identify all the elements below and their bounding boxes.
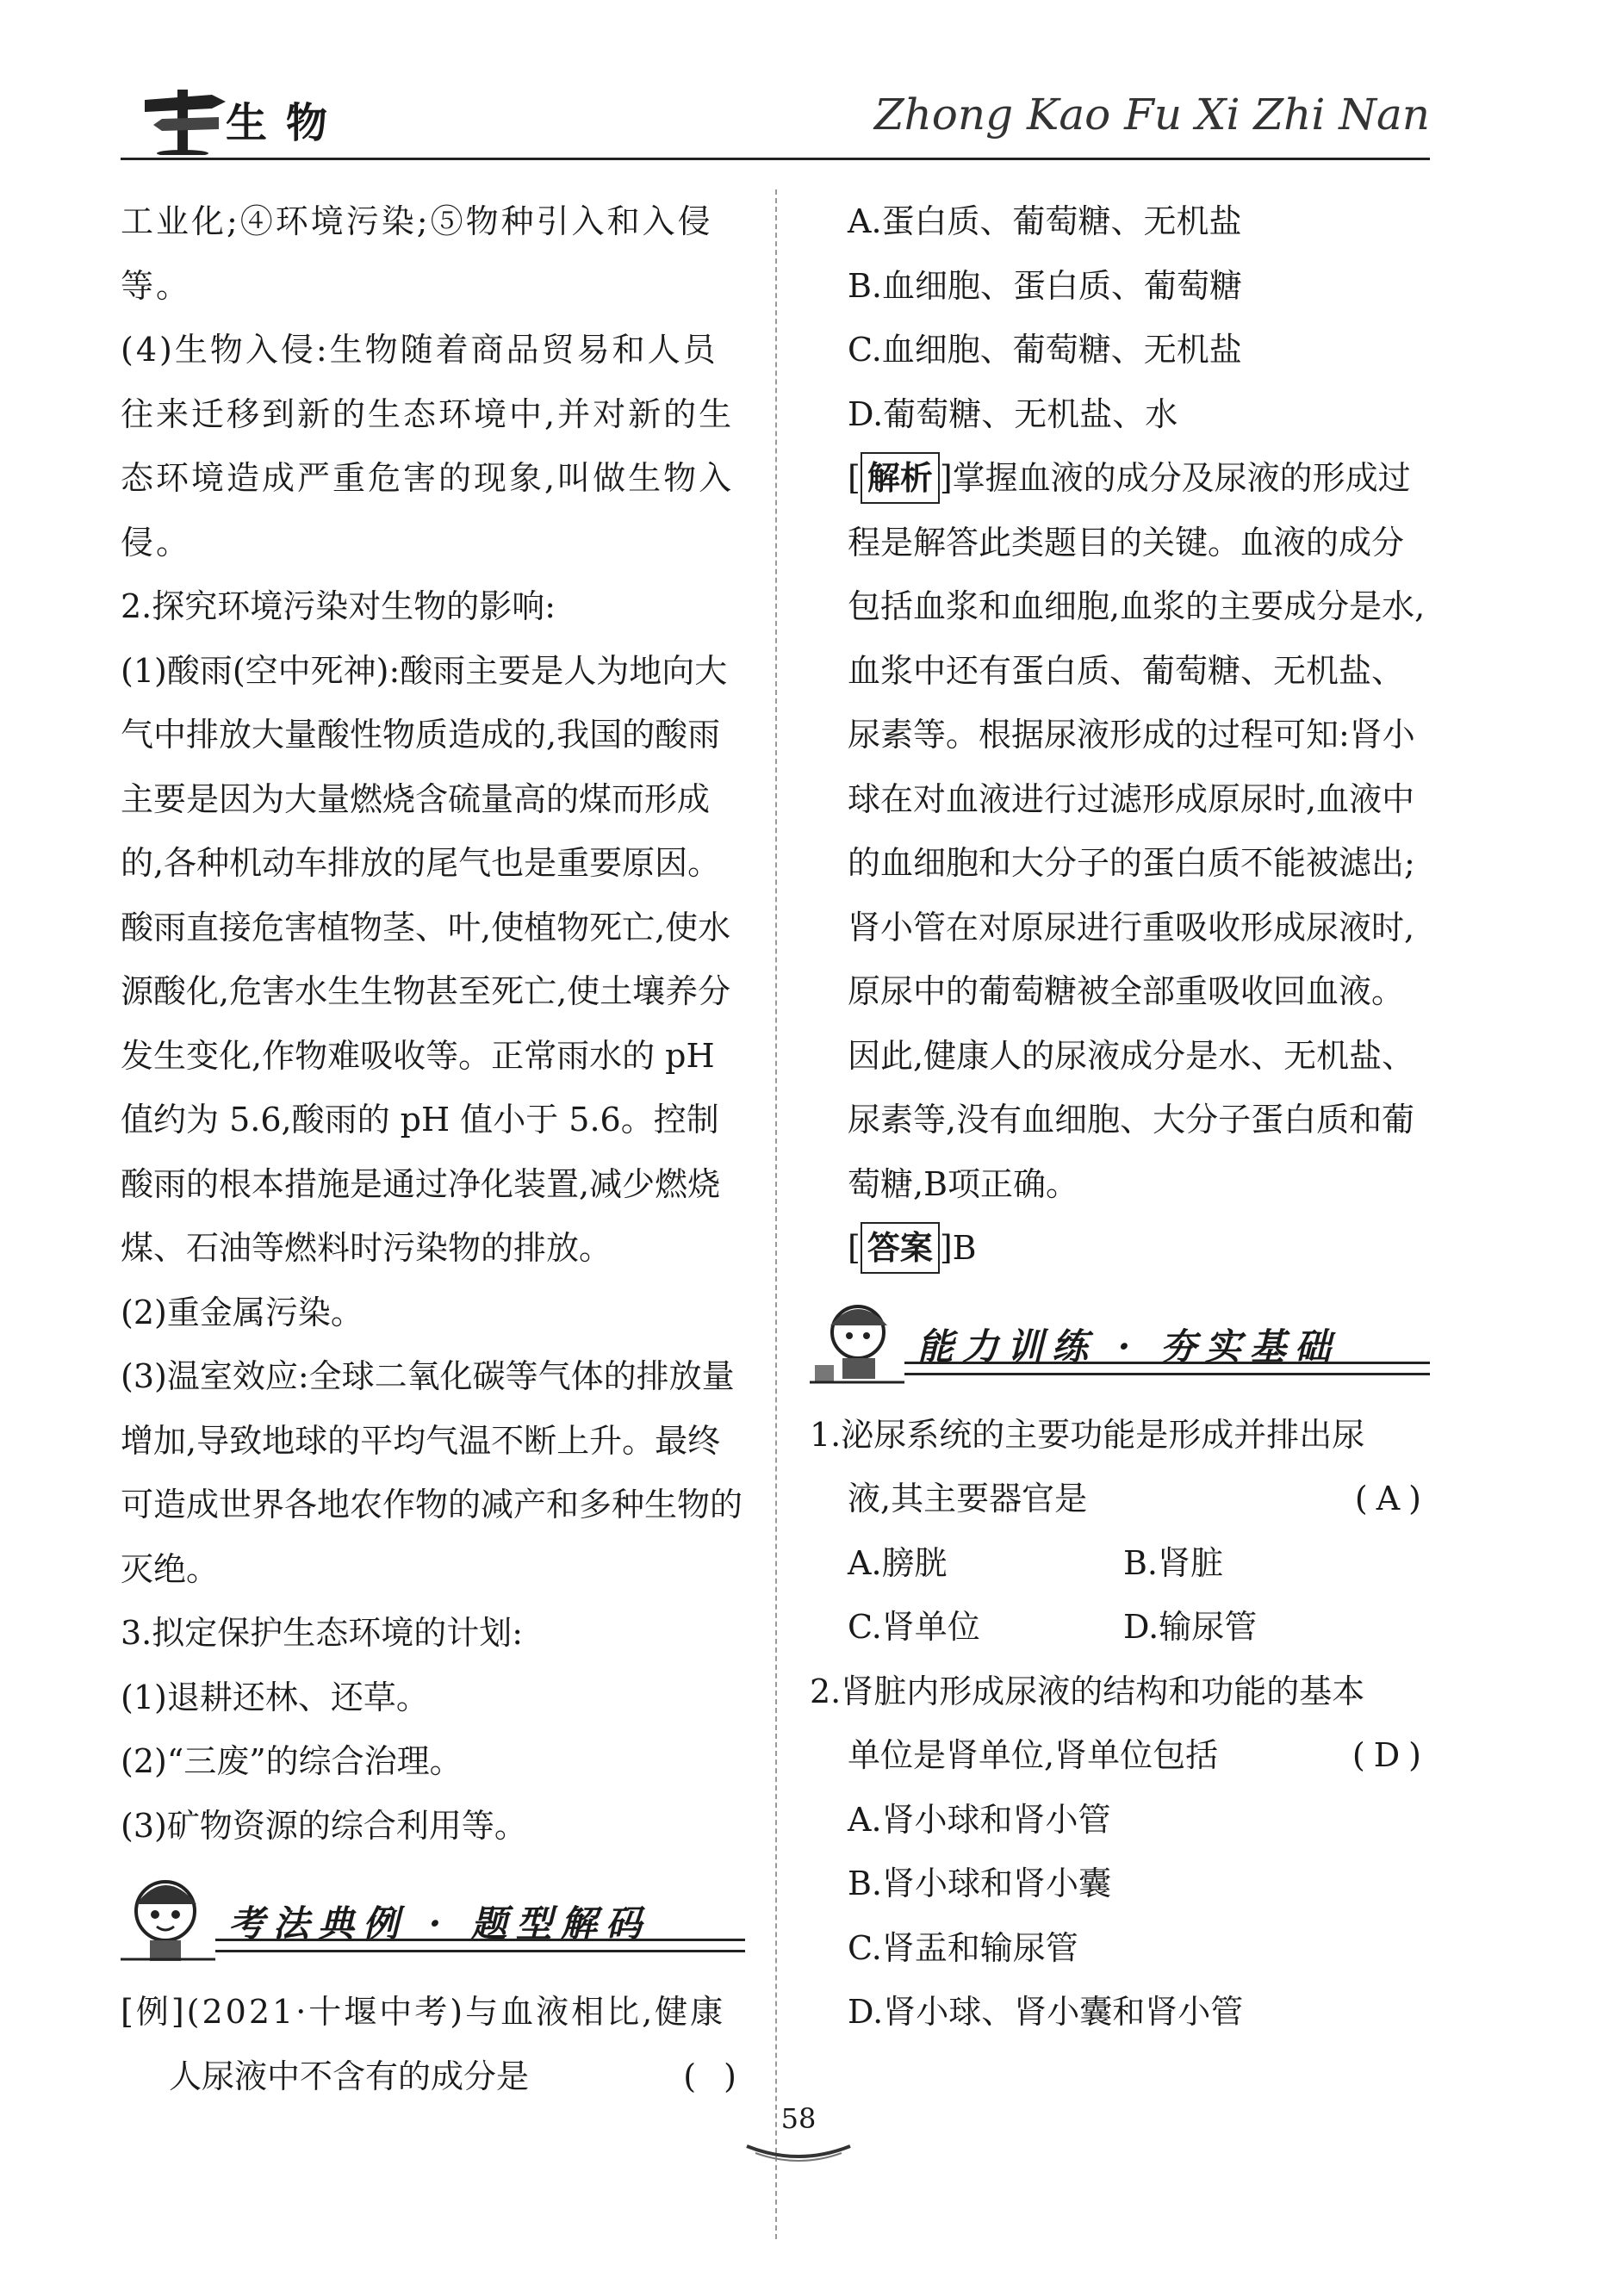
- question-1-options-row-1: [810, 1531, 1430, 1596]
- option-c: C.血细胞、葡萄糖、无机盐: [848, 331, 1242, 369]
- left-column: [121, 189, 745, 2108]
- answer-blank: ( ): [683, 2057, 745, 2095]
- option-d: D.葡萄糖、无机盐、水: [848, 394, 1178, 433]
- banner-title: 能力训练 · 夯实基础: [917, 1325, 1339, 1368]
- option-c: C.肾单位: [848, 1608, 980, 1646]
- example-line-2: [121, 2045, 745, 2109]
- example-text: 人尿液中不含有的成分是: [169, 2057, 530, 2095]
- text-line: 3.拟定保护生态环境的计划:: [121, 1614, 524, 1652]
- option-c: C.肾盂和输尿管: [848, 1928, 1078, 1967]
- stem-text: 2.肾脏内形成尿液的结构和功能的基本: [810, 1672, 1365, 1710]
- page-header: [121, 78, 1430, 160]
- signpost-icon: [136, 81, 239, 155]
- text-line: (2)“三废”的综合治理。: [121, 1742, 463, 1780]
- option-b: B.肾脏: [1123, 1543, 1224, 1582]
- banner-title: 考法典例 · 题型解码: [228, 1902, 650, 1945]
- question-1-stem-cont: [810, 1467, 1430, 1531]
- header-rule: [121, 158, 1430, 160]
- cartoon-student-icon: [121, 1870, 215, 1964]
- question-1-stem: [810, 1403, 1430, 1468]
- option-a: A.膀胱: [848, 1543, 948, 1582]
- text-line: (1)酸雨(空中死神):酸雨主要是人为地向大气中排放大量酸性物质造成的,我国的酸雨主要是因为大量燃烧含硫量高的煤而形成的,各种机动车排放的尾气也是重要原因。酸雨直接危害植物茎、叶,使植物死亡,使水源酸化,危害水生生物甚至死亡,使土壤养分发生变化,作物难吸收等。正常雨水的 pH 值约为 5.6,酸雨的 pH 值小于 5.6。控制酸雨的根本措施是通过净化装置,减少燃烧煤、石油等燃料时污染物的排放。: [121, 651, 731, 1267]
- right-column: [810, 189, 1430, 2045]
- banner-underline: [904, 1362, 1430, 1375]
- option-b: B.肾小球和肾小囊: [848, 1865, 1112, 1902]
- question-2-stem: [810, 1660, 1430, 1724]
- example-text: (2021·十堰中考)与血液相比,健康: [186, 1993, 726, 2031]
- question-2-stem-cont: [810, 1723, 1430, 1788]
- column-divider: [775, 189, 777, 2239]
- text-line: 2.探究环境污染对生物的影响:: [121, 587, 556, 625]
- option-d: D.输尿管: [1123, 1608, 1258, 1646]
- section-banner-exam-examples: [121, 1870, 745, 1964]
- subject-title: 生物: [226, 99, 347, 147]
- series-title: Zhong Kao Fu Xi Zhi Nan: [873, 90, 1430, 140]
- footer-ornament-icon: [743, 2138, 854, 2163]
- question-2-answer: (D): [1352, 1736, 1430, 1774]
- analysis-tag: 解析: [861, 452, 940, 504]
- option-b: B.血细胞、蛋白质、葡萄糖: [848, 266, 1243, 305]
- text-line: 工业化;④环境污染;⑤物种引入和入侵等。: [121, 202, 713, 305]
- analysis: [ 解析 ]掌握血液的成分及尿液的形成过程是解答此类题目的关键。血液的成分包括血浆和血细胞,血浆的主要成分是水,血浆中还有蛋白质、葡萄糖、无机盐、尿素等。根据尿液形成的过程可知:肾小球在对血液进行过滤形成原尿时,血液中的血细胞和大分子的蛋白质不能被滤出;肾小管在对原尿进行重吸收形成尿液时,原尿中的葡萄糖被全部重吸收回血液。因此,健康人的尿液成分是水、无机盐、尿素等,没有血细胞、大分子蛋白质和葡萄糖,B项正确。: [810, 446, 1430, 1216]
- text-line: (1)退耕还林、还草。: [121, 1678, 429, 1716]
- text-line: (4)生物入侵:生物随着商品贸易和人员往来迁移到新的生态环境中,并对新的生态环境造成严重危害的现象,叫做生物入侵。: [121, 331, 735, 562]
- section-banner-ability-training: [810, 1293, 1430, 1387]
- example-line-1: [121, 1980, 745, 2045]
- question-1-options-row-2: [810, 1595, 1430, 1660]
- example-tag: [例]: [121, 1993, 187, 2031]
- page-footer: [734, 2101, 863, 2179]
- option-a: A.蛋白质、葡萄糖、无机盐: [848, 202, 1242, 240]
- answer-tag: 答案: [861, 1222, 940, 1274]
- option-d: D.肾小球、肾小囊和肾小管: [848, 1993, 1244, 2031]
- text-line: (2)重金属污染。: [121, 1293, 364, 1331]
- page-number: 58: [780, 2102, 817, 2135]
- answer: [ 答案 ]B: [810, 1216, 1430, 1281]
- question-1-answer: (A): [1354, 1480, 1430, 1517]
- banner-underline: [215, 1939, 745, 1952]
- option-a: A.肾小球和肾小管: [848, 1800, 1111, 1839]
- text-line: (3)温室效应:全球二氧化碳等气体的排放量增加,导致地球的平均气温不断上升。最终可造成世界各地农作物的减产和多种生物的灭绝。: [121, 1357, 743, 1588]
- cartoon-worker-icon: [810, 1293, 904, 1387]
- analysis-text: 掌握血液的成分及尿液的形成过程是解答此类题目的关键。血液的成分包括血浆和血细胞,血浆的主要成分是水,血浆中还有蛋白质、葡萄糖、无机盐、尿素等。根据尿液形成的过程可知:肾小球在对血液进行过滤形成原尿时,血液中的血细胞和大分子的蛋白质不能被滤出;肾小管在对原尿进行重吸收形成尿液时,原尿中的葡萄糖被全部重吸收回血液。因此,健康人的尿液成分是水、无机盐、尿素等,没有血细胞、大分子蛋白质和葡萄糖,B项正确。: [848, 459, 1426, 1203]
- stem-text: 单位是肾单位,肾单位包括: [848, 1736, 1219, 1774]
- stem-text: 1.泌尿系统的主要功能是形成并排出尿: [810, 1415, 1365, 1454]
- answer-value: B: [952, 1229, 977, 1267]
- stem-text: 液,其主要器官是: [848, 1480, 1088, 1517]
- text-line: (3)矿物资源的综合利用等。: [121, 1806, 527, 1845]
